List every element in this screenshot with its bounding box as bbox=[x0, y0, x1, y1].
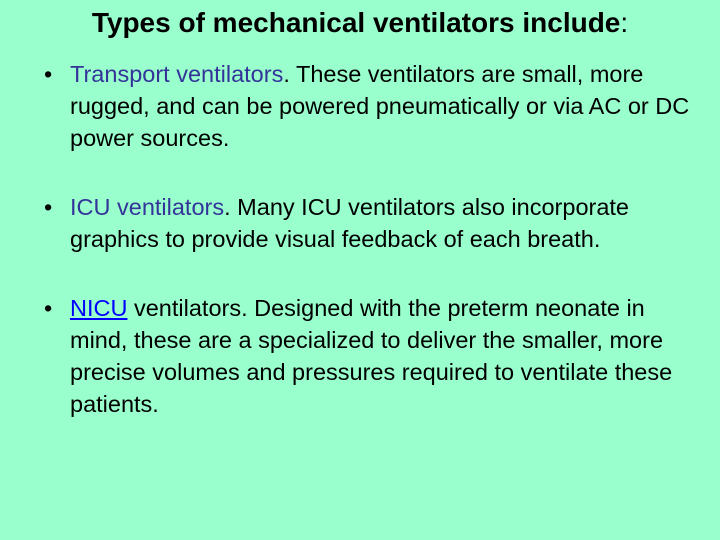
slide-title-colon: : bbox=[620, 7, 629, 38]
bullet-term-transport: Transport ventilators bbox=[70, 61, 284, 87]
bullet-item-nicu bbox=[44, 292, 694, 420]
nicu-link[interactable]: NICU bbox=[70, 295, 128, 321]
bullet-text-transport: . These ventilators are small, more rugged, and can be powered pneumatically or via AC or DC power sources. bbox=[70, 61, 690, 151]
slide-title-text: Types of mechanical ventilators include bbox=[91, 7, 621, 38]
slide-title bbox=[0, 4, 720, 42]
bullet-text-icu: . Many ICU ventilators also incorporate graphics to provide visual feedback of each breath. bbox=[70, 194, 630, 252]
bullet-dot-icon: • bbox=[44, 61, 53, 87]
bullet-list bbox=[44, 58, 694, 457]
bullet-text-nicu: ventilators. Designed with the preterm neonate in mind, these are a specialized to deliver the smaller, more precise volumes and pressures required to ventilate these patients. bbox=[70, 295, 673, 417]
bullet-item-icu bbox=[44, 191, 694, 255]
bullet-dot-icon: • bbox=[44, 295, 53, 321]
bullet-item-transport bbox=[44, 58, 694, 154]
bullet-dot-icon: • bbox=[44, 194, 53, 220]
bullet-term-icu: ICU ventilators bbox=[70, 194, 225, 220]
